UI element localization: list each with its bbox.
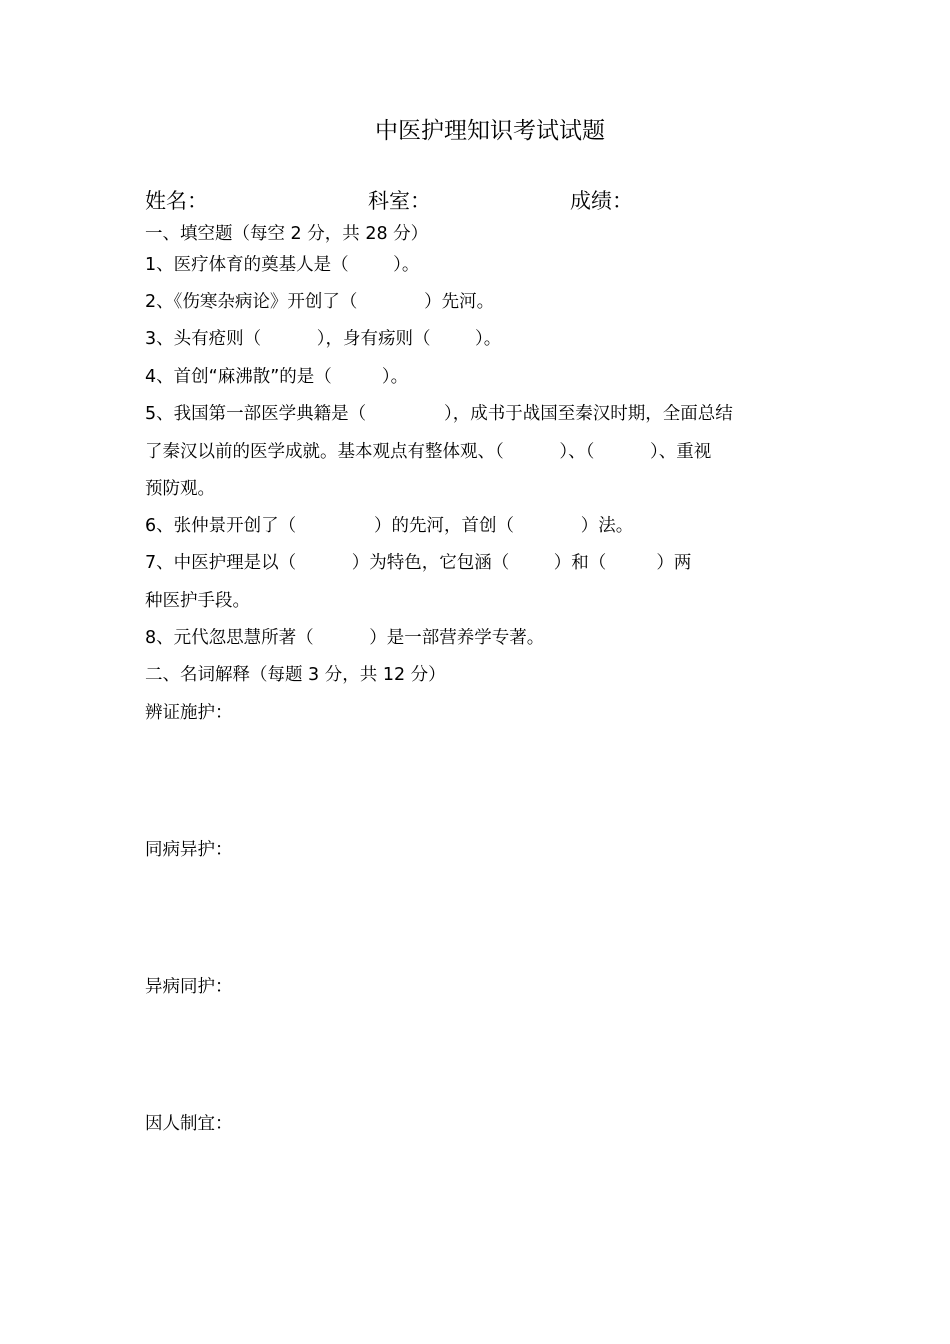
question-7-line-2: 种医护手段。 xyxy=(145,591,250,611)
question-5-line-2: 了秦汉以前的医学成就。基本观点有整体观、（ ）、（ ）、重视 xyxy=(145,442,712,462)
term-4-label: 因人制宜： xyxy=(145,1114,233,1134)
term-2-label: 同病异护： xyxy=(145,840,233,860)
question-5-line-3: 预防观。 xyxy=(145,479,215,499)
question-3: 3、头有疮则（ ），身有疡则（ ）。 xyxy=(145,329,502,349)
section2-heading: 二、名词解释（每题 3 分，共 12 分） xyxy=(145,665,446,685)
question-4: 4、首创“麻沸散”的是（ ）。 xyxy=(145,367,409,387)
question-7-line-1: 7、中医护理是以（ ）为特色，它包涵（ ）和（ ）两 xyxy=(145,553,692,573)
question-8: 8、元代忽思慧所著（ ）是一部营养学专著。 xyxy=(145,628,545,648)
section1-heading: 一、填空题（每空 2 分，共 28 分） xyxy=(145,224,429,244)
page-title: 中医护理知识考试试题 xyxy=(375,118,605,144)
department-field-label: 科室： xyxy=(368,189,431,213)
name-field-label: 姓名： xyxy=(145,189,208,213)
question-1: 1、医疗体育的奠基人是（ ）。 xyxy=(145,255,420,275)
term-3-label: 异病同护： xyxy=(145,977,233,997)
question-6: 6、张仲景开创了（ ）的先河，首创（ ）法。 xyxy=(145,516,634,536)
score-field-label: 成绩： xyxy=(570,189,633,213)
question-2: 2、《伤寒杂病论》开创了（ ）先河。 xyxy=(145,292,495,312)
term-1-label: 辨证施护： xyxy=(145,703,233,723)
question-5-line-1: 5、我国第一部医学典籍是（ ），成书于战国至秦汉时期，全面总结 xyxy=(145,404,733,424)
